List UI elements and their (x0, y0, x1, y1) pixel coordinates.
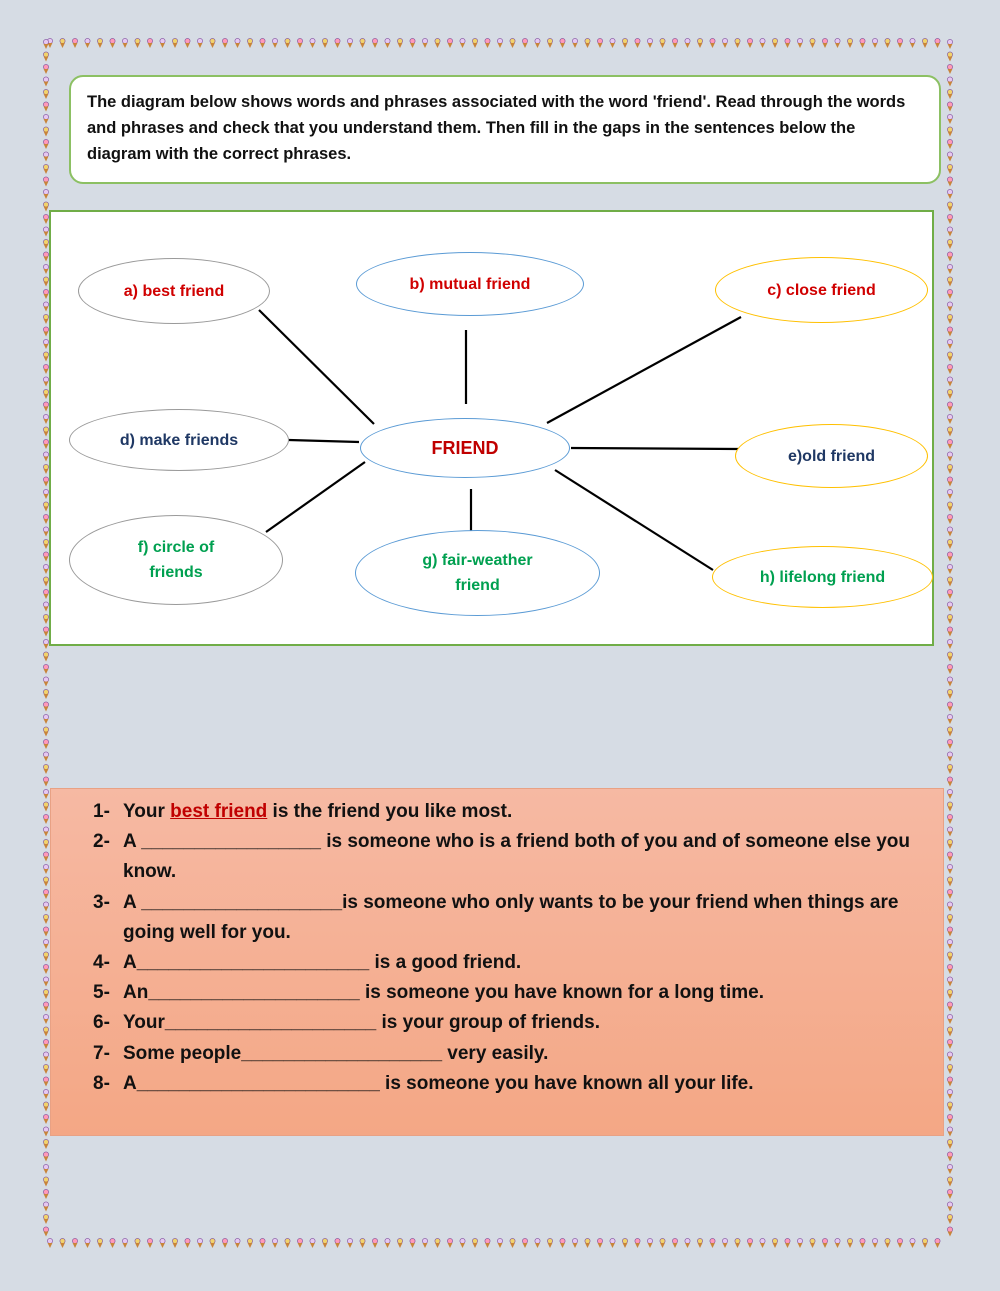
connector-a (259, 310, 374, 424)
instructions-text: The diagram below shows words and phrases associated with the word 'friend'. Read through the words and phrases and check that you understand them. Then fill in the gaps in the sentences below the diagram with the correct phrases. (87, 93, 906, 163)
sentence-2: 2- A _________________ is someone who is a friend both of you and of someone else you know. (93, 831, 911, 883)
sentence-4: 4- A______________________ is a good friend. (93, 952, 522, 974)
node-old-friend: e)old friend (735, 424, 928, 488)
node-circle-of-friends: f) circle of friends (69, 515, 283, 605)
fill-in-sentences (50, 788, 944, 1136)
node-close-friend: c) close friend (715, 257, 928, 323)
decorative-border-bottom (44, 1238, 956, 1250)
node-center-friend: FRIEND (360, 418, 570, 478)
connector-f (266, 462, 365, 532)
sentence-3: 3- A ___________________is someone who only wants to be your friend when things are going well for you. (93, 891, 899, 943)
sentence-8: 8- A_______________________ is someone you have known all your life. (93, 1072, 754, 1094)
decorative-border-right (944, 38, 956, 1250)
connector-d (289, 440, 359, 442)
sentence-1: 1- Your best friend is the friend you like most. (93, 801, 513, 822)
connector-e (571, 448, 739, 449)
sentence-7: 7- Some people___________________ very easily. (93, 1042, 549, 1064)
answer-best-friend: best friend (170, 801, 268, 822)
decorative-border-top (44, 38, 956, 50)
instructions-box (69, 75, 941, 184)
node-make-friends: d) make friends (69, 409, 289, 471)
node-best-friend: a) best friend (78, 258, 270, 324)
node-mutual-friend: b) mutual friend (356, 252, 584, 316)
connector-c (547, 317, 741, 423)
node-fair-weather-friend: g) fair-weather friend (355, 530, 600, 616)
sentence-6: 6- Your____________________ is your group of friends. (93, 1012, 600, 1034)
node-lifelong-friend: h) lifelong friend (712, 546, 933, 608)
sentence-5: 5- An____________________ is someone you have known for a long time. (93, 982, 765, 1004)
word-diagram (49, 210, 934, 646)
